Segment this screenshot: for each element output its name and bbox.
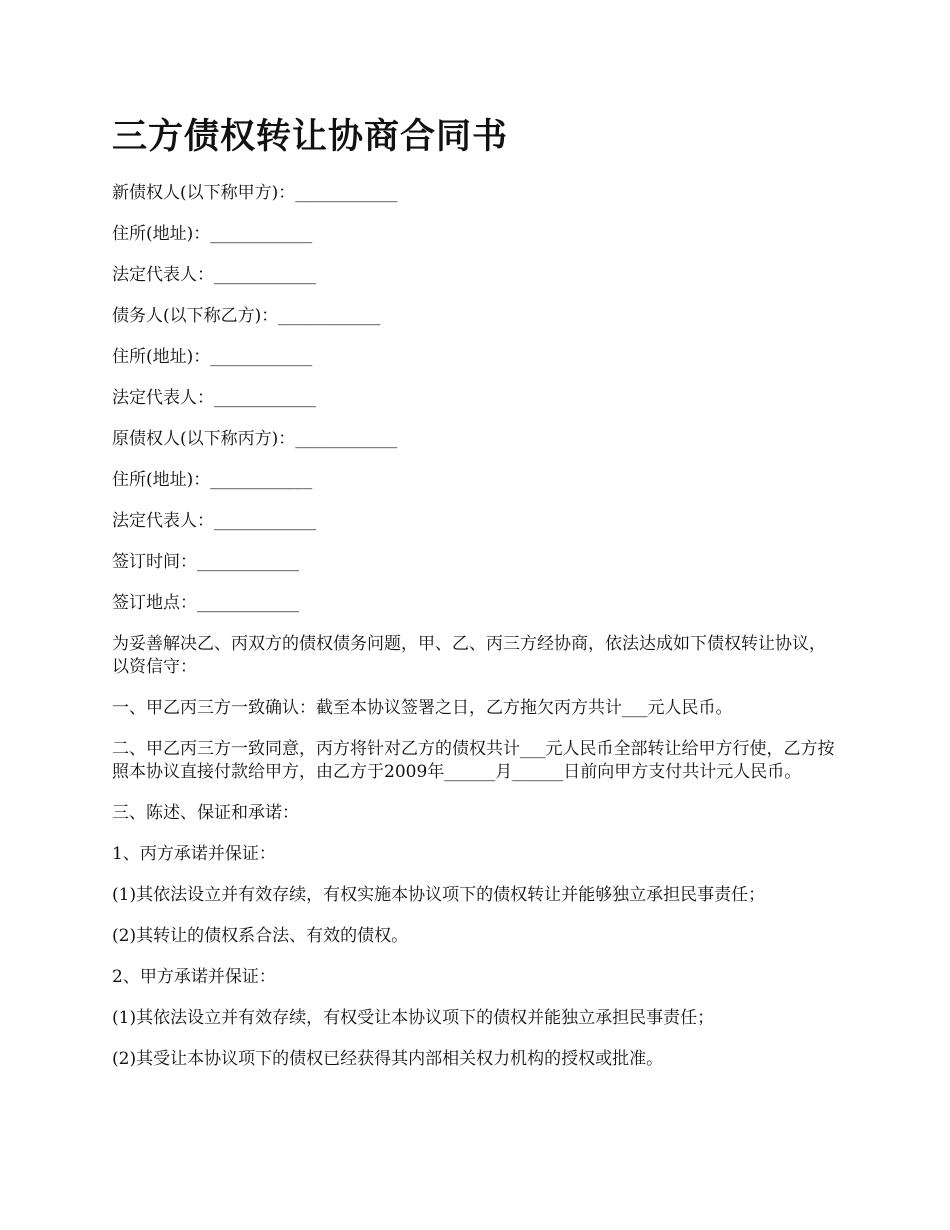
party-b-representative-line: 法定代表人：____________ bbox=[112, 388, 316, 408]
party-a-representative-line: 法定代表人：____________ bbox=[112, 265, 316, 285]
clause-3-2-item-2: (2)其受让本协议项下的债权已经获得其内部相关权力机构的授权或批准。 bbox=[112, 1049, 664, 1069]
document-title: 三方债权转让协商合同书 bbox=[112, 116, 509, 157]
party-a-name-line: 新债权人(以下称甲方)：____________ bbox=[112, 183, 398, 203]
party-a-address-line: 住所(地址)：____________ bbox=[112, 224, 313, 244]
clause-3-1-heading: 1、丙方承诺并保证： bbox=[112, 844, 276, 864]
clause-3-2-item-1: (1)其依法设立并有效存续，有权受让本协议项下的债权并能独立承担民事责任； bbox=[112, 1008, 715, 1028]
clause-2-paragraph: 二、甲乙丙三方一致同意，丙方将针对乙方的债权共计___元人民币全部转让给甲方行使，乙方按照本协议直接付款给甲方，由乙方于2009年______月______日前向甲方支付共计元人民币。 bbox=[112, 739, 835, 782]
party-c-name-line: 原债权人(以下称丙方)：____________ bbox=[112, 429, 398, 449]
party-b-address-line: 住所(地址)：____________ bbox=[112, 347, 313, 367]
signing-place-line: 签订地点：____________ bbox=[112, 593, 299, 613]
clause-3-1-item-2: (2)其转让的债权系合法、有效的债权。 bbox=[112, 926, 409, 946]
clause-3-1-item-1: (1)其依法设立并有效存续，有权实施本协议项下的债权转让并能够独立承担民事责任； bbox=[112, 885, 766, 905]
party-c-representative-line: 法定代表人：____________ bbox=[112, 511, 316, 531]
clause-3-heading: 三、陈述、保证和承诺： bbox=[112, 803, 299, 823]
signing-time-line: 签订时间：____________ bbox=[112, 552, 299, 572]
preamble-paragraph: 为妥善解决乙、丙双方的债权债务问题，甲、乙、丙三方经协商，依法达成如下债权转让协议，以资信守： bbox=[112, 634, 826, 677]
clause-1-paragraph: 一、甲乙丙三方一致确认：截至本协议签署之日，乙方拖欠丙方共计___元人民币。 bbox=[112, 698, 733, 718]
party-b-name-line: 债务人(以下称乙方)：____________ bbox=[112, 306, 381, 326]
document-body bbox=[112, 182, 842, 1071]
clause-3-2-heading: 2、甲方承诺并保证： bbox=[112, 967, 276, 987]
party-c-address-line: 住所(地址)：____________ bbox=[112, 470, 313, 490]
